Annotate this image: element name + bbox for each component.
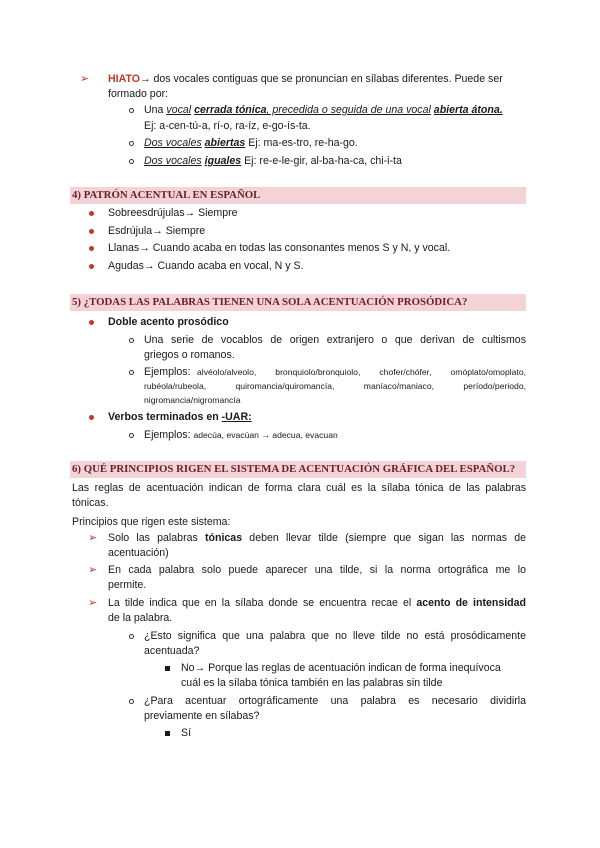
doble-desc-l2: griegos o romanos. — [144, 349, 235, 361]
hiato-sub1-ej: Ej: a-cen-tú-a, rí-o, ra-íz, e-go-ís-ta. — [144, 120, 311, 132]
arrow-bullet-icon: ➢ — [88, 564, 98, 576]
ejemplos-label: Ejemplos: — [144, 366, 191, 378]
verbos-title: Verbos terminados en -UAR: — [108, 411, 252, 423]
question-1-l1: ¿Esto significa que una palabra que no lleve tilde no está prosódicamente — [144, 630, 526, 642]
sec4-item-2: Esdrújula→ Siempre — [108, 225, 206, 237]
hiato-sub3: Dos vocales iguales Ej: re-e-le-gir, al-ba-ha-ca, chi-i-ta — [144, 155, 402, 167]
sec6-intro-l2: tónicas. — [72, 497, 109, 509]
bullet-dot-icon — [89, 246, 94, 251]
ejemplos-l3: nigromancia/nigromancía — [144, 395, 241, 405]
sec4-item-3: Llanas→ Cuando acaba en todas las consonantes menos S y N, y vocal. — [108, 242, 451, 254]
sec4-item-1: Sobreesdrújulas→ Siempre — [108, 207, 238, 219]
hiato-term: HIATO — [108, 73, 140, 85]
hiato-line-1 — [108, 72, 503, 86]
circle-bullet-icon — [129, 338, 134, 343]
circle-bullet-icon — [129, 141, 134, 146]
bullet-dot-icon — [89, 264, 94, 269]
doble-desc-l1: Una serie de vocablos de origen extranjero o que derivan de cultismos — [144, 334, 526, 346]
principio-1-l1: Solo las palabras tónicas deben llevar tilde (siempre que sigan las normas de — [108, 532, 526, 544]
square-bullet-icon — [165, 731, 170, 736]
sec6-principios: Principios que rigen este sistema: — [72, 516, 231, 528]
circle-bullet-icon — [129, 159, 134, 164]
bullet-dot-icon — [89, 320, 94, 325]
ejemplos-l2: rubéola/rubeola, quiromancia/quiromancía, maníaco/maniaco, período/periodo, — [144, 381, 526, 391]
bullet-dot-icon — [89, 415, 94, 420]
verbos-ejemplos: Ejemplos: adecúa, evacúan → adecua, evacuan — [144, 429, 338, 441]
hiato-sub1: Una vocal cerrada tónica, precedida o seguida de una vocal abierta átona. — [144, 104, 503, 116]
square-bullet-icon — [165, 666, 170, 671]
bullet-dot-icon — [89, 211, 94, 216]
circle-bullet-icon — [129, 108, 134, 113]
sec6-intro-l1: Las reglas de acentuación indican de forma clara cuál es la sílaba tónica de las palabras — [72, 482, 526, 494]
question-2-l2: previamente en sílabas? — [144, 710, 260, 722]
answer-2: Sí — [181, 727, 192, 739]
principio-3-l1: La tilde indica que en la sílaba donde se encuentra recae el acento de intensidad — [108, 597, 526, 609]
question-1-l2: acentuada? — [144, 645, 200, 657]
arrow-bullet-icon: ➢ — [88, 532, 98, 544]
arrow-bullet-icon: ➢ — [80, 73, 90, 85]
ejemplos-l1: alvéolo/alveolo, bronquiolo/bronquiolo, chofer/chófer, omóplato/omoplato, — [197, 367, 526, 377]
circle-bullet-icon — [129, 433, 134, 438]
sec4-item-4: Agudas→ Cuando acaba en vocal, N y S. — [108, 260, 304, 272]
principio-2-l1: En cada palabra solo puede aparecer una tilde, si la norma ortográfica me lo — [108, 564, 526, 576]
principio-3-l2: de la palabra. — [108, 612, 173, 624]
answer-1-l1: No→ Porque las reglas de acentuación indican de forma inequívoca — [181, 662, 501, 674]
section-6-title: 6) QUÉ PRINCIPIOS RIGEN EL SISTEMA DE ACENTUACIÓN GRÁFICA DEL ESPAÑOL? — [72, 463, 516, 475]
section-4-title: 4) PATRÓN ACENTUAL EN ESPAÑOL — [72, 189, 261, 201]
principio-1-l2: acentuación) — [108, 547, 169, 559]
circle-bullet-icon — [129, 370, 134, 375]
question-2-l1: ¿Para acentuar ortográficamente una palabra es necesario dividirla — [144, 695, 526, 707]
circle-bullet-icon — [129, 634, 134, 639]
section-5-title: 5) ¿TODAS LAS PALABRAS TIENEN UNA SOLA ACENTUACIÓN PROSÓDICA? — [72, 296, 468, 308]
principio-2-l2: permite. — [108, 579, 147, 591]
hiato-sub2: Dos vocales abiertas Ej: ma-es-tro, re-ha-go. — [144, 137, 358, 149]
hiato-def: → dos vocales contiguas que se pronuncian en sílabas diferentes. Puede ser — [139, 73, 503, 85]
arrow-bullet-icon: ➢ — [88, 597, 98, 609]
circle-bullet-icon — [129, 699, 134, 704]
answer-1-l2: cuál es la sílaba tónica también en las palabras sin tilde — [181, 677, 443, 689]
doble-acento-title: Doble acento prosódico — [108, 316, 229, 328]
bullet-dot-icon — [89, 229, 94, 234]
hiato-def-l2: formado por: — [108, 88, 169, 100]
